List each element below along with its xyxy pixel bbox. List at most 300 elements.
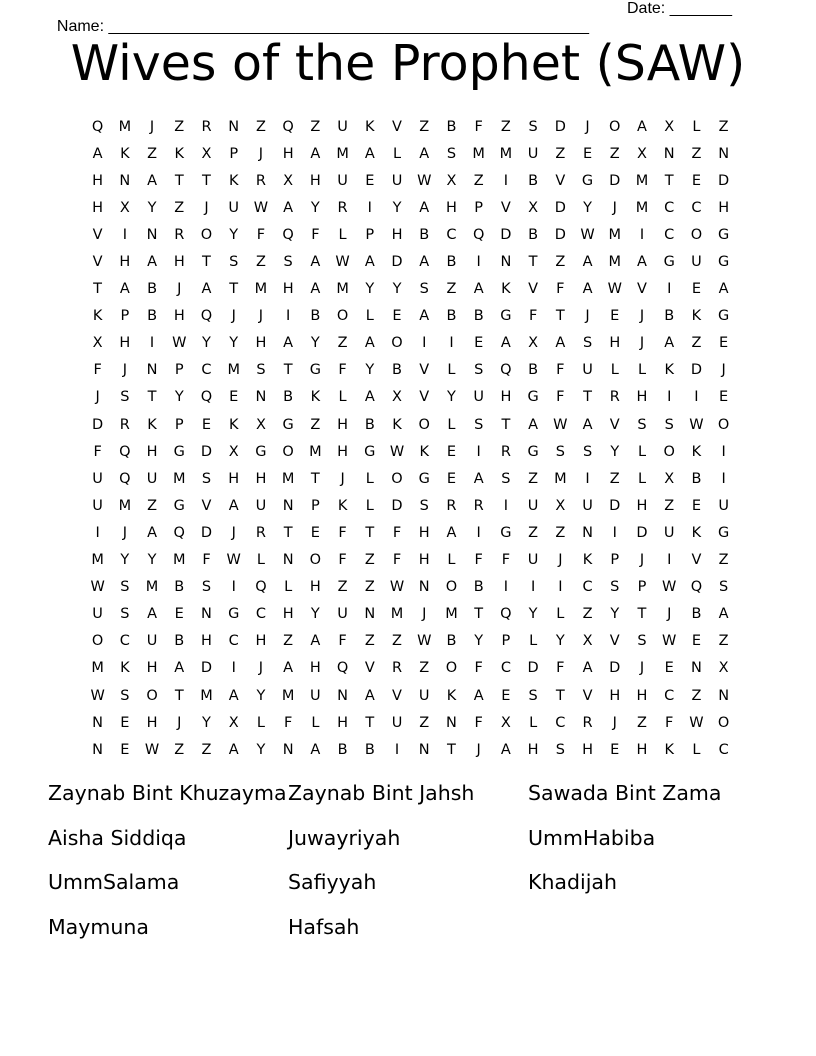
grid-letter: W — [417, 172, 432, 189]
grid-letter: M — [145, 579, 159, 596]
grid-letter: W — [90, 579, 105, 596]
grid-letter: R — [473, 497, 484, 514]
grid-letter: C — [691, 199, 702, 216]
grid-letter: B — [147, 308, 158, 325]
grid-letter: Q — [282, 118, 294, 135]
grid-letter: W — [580, 226, 595, 243]
grid-letter: M — [173, 552, 186, 569]
grid-letter: Z — [582, 606, 593, 623]
grid-letter: J — [667, 606, 672, 623]
grid-letter: Q — [500, 362, 512, 379]
grid-letter: Z — [147, 145, 158, 162]
grid-letter: Y — [310, 606, 320, 623]
grid-letter: L — [610, 362, 619, 379]
grid-letter: I — [231, 660, 236, 677]
grid-letter: Q — [282, 226, 294, 243]
grid-letter: D — [554, 226, 566, 243]
grid-letter: O — [445, 660, 458, 677]
grid-letter: Z — [255, 118, 266, 135]
grid-letter: M — [173, 470, 186, 487]
grid-letter: A — [446, 524, 457, 541]
grid-letter: L — [365, 308, 374, 325]
grid-letter: Z — [718, 552, 729, 569]
grid-letter: E — [174, 606, 184, 623]
grid-letter: Z — [691, 687, 702, 704]
grid-letter: E — [691, 633, 701, 650]
grid-letter: J — [639, 335, 645, 352]
grid-letter: D — [554, 199, 566, 216]
grid-letter: V — [201, 497, 212, 514]
grid-letter: Y — [528, 606, 538, 623]
grid-letter: U — [146, 470, 158, 487]
grid-letter: S — [120, 606, 130, 623]
grid-letter: W — [144, 741, 160, 758]
grid-letter: H — [92, 172, 104, 189]
grid-letter: Q — [690, 579, 703, 596]
grid-letter: Q — [336, 660, 349, 677]
grid-letter: R — [201, 118, 212, 135]
grid-letter: C — [664, 199, 675, 216]
grid-letter: V — [691, 552, 702, 569]
grid-letter: B — [664, 308, 675, 325]
grid-letter: F — [556, 660, 565, 677]
grid-letter: P — [610, 552, 620, 569]
grid-letter: E — [691, 281, 701, 298]
grid-letter: L — [637, 470, 647, 487]
grid-letter: A — [119, 281, 130, 298]
grid-letter: I — [149, 335, 155, 352]
grid-letter: L — [338, 226, 347, 243]
grid-letter: F — [338, 362, 347, 379]
grid-letter: F — [392, 524, 402, 541]
grid-letter: V — [92, 226, 103, 243]
grid-letter: R — [582, 714, 593, 731]
word-list-item: Hafsah — [288, 915, 360, 940]
grid-letter: L — [529, 633, 538, 650]
grid-letter: A — [664, 335, 675, 352]
grid-letter: T — [447, 741, 456, 758]
grid-letter: S — [610, 579, 620, 596]
grid-letter: M — [118, 497, 132, 514]
grid-letter: I — [667, 281, 672, 298]
grid-letter: A — [582, 254, 593, 271]
grid-letter: D — [200, 660, 213, 677]
grid-letter: U — [527, 552, 539, 569]
grid-letter: B — [473, 579, 484, 596]
grid-letter: U — [337, 606, 348, 623]
grid-letter: A — [473, 687, 484, 704]
grid-letter: I — [585, 470, 590, 487]
grid-letter: N — [146, 362, 158, 379]
grid-letter: E — [719, 335, 729, 352]
grid-letter: F — [93, 362, 102, 379]
grid-letter: A — [310, 741, 321, 758]
grid-letter: J — [122, 362, 127, 379]
grid-letter: I — [476, 443, 481, 460]
grid-letter: U — [418, 687, 430, 704]
grid-letter: Z — [555, 254, 566, 271]
grid-letter: H — [309, 660, 321, 677]
grid-letter: S — [283, 254, 293, 271]
grid-letter: K — [228, 416, 239, 433]
grid-letter: W — [253, 199, 269, 216]
grid-letter: M — [336, 281, 349, 298]
grid-letter: G — [173, 497, 185, 514]
grid-letter: H — [146, 660, 158, 677]
grid-letter: M — [635, 199, 649, 216]
grid-letter: I — [422, 335, 427, 352]
grid-letter: K — [582, 552, 593, 569]
grid-letter: Q — [472, 226, 485, 243]
grid-letter: H — [446, 199, 457, 216]
grid-letter: A — [228, 687, 239, 704]
grid-letter: I — [530, 579, 536, 596]
grid-letter: H — [146, 443, 158, 460]
grid-letter: Y — [610, 443, 620, 460]
grid-letter: A — [364, 145, 375, 162]
grid-letter: B — [528, 362, 539, 379]
grid-letter: K — [147, 416, 157, 433]
grid-letter: Q — [255, 579, 267, 596]
grid-letter: Y — [120, 552, 130, 569]
word-list-item: Maymuna — [48, 915, 149, 940]
grid-letter: Z — [337, 579, 348, 596]
grid-letter: H — [92, 199, 104, 216]
grid-letter: H — [309, 172, 321, 189]
grid-letter: Z — [419, 714, 430, 731]
grid-letter: A — [92, 145, 103, 162]
grid-letter: Y — [583, 199, 592, 216]
grid-letter: V — [92, 254, 103, 271]
grid-letter: J — [231, 308, 236, 325]
grid-letter: G — [255, 443, 267, 460]
grid-letter: A — [419, 308, 430, 325]
grid-letter: S — [229, 254, 239, 271]
grid-letter: Z — [283, 633, 294, 650]
grid-letter: Q — [500, 606, 512, 623]
grid-letter: I — [721, 470, 726, 487]
grid-letter: A — [419, 254, 430, 271]
grid-letter: K — [664, 741, 674, 758]
grid-letter: Z — [147, 497, 158, 514]
grid-letter: A — [228, 497, 239, 514]
grid-letter: F — [338, 524, 347, 541]
grid-letter: S — [555, 741, 565, 758]
grid-letter: I — [639, 226, 645, 243]
grid-letter: J — [639, 308, 645, 325]
grid-letter: U — [255, 497, 267, 514]
grid-letter: K — [664, 362, 674, 379]
page-title: Wives of the Prophet (SAW) — [70, 35, 746, 92]
grid-letter: K — [337, 497, 348, 514]
grid-letter: I — [667, 552, 672, 569]
grid-letter: V — [609, 416, 620, 433]
grid-letter: I — [394, 741, 400, 758]
grid-letter: B — [528, 172, 539, 189]
grid-letter: K — [174, 145, 185, 162]
grid-letter: G — [718, 226, 730, 243]
grid-letter: N — [718, 687, 730, 704]
grid-letter: W — [662, 579, 677, 596]
grid-letter: Y — [555, 633, 565, 650]
grid-letter: E — [582, 145, 593, 162]
grid-letter: F — [256, 226, 266, 243]
grid-letter: N — [201, 606, 212, 623]
grid-letter: H — [255, 470, 267, 487]
grid-letter: A — [174, 660, 185, 677]
grid-letter: B — [446, 118, 457, 135]
grid-letter: F — [338, 552, 347, 569]
grid-letter: N — [282, 552, 294, 569]
grid-letter: P — [174, 362, 184, 379]
grid-letter: I — [558, 579, 563, 596]
grid-letter: A — [528, 416, 539, 433]
grid-letter: F — [311, 226, 320, 243]
grid-letter: L — [311, 714, 320, 731]
grid-letter: I — [449, 335, 454, 352]
grid-letter: R — [174, 226, 185, 243]
grid-letter: E — [719, 389, 729, 406]
grid-letter: M — [281, 687, 295, 704]
grid-letter: J — [258, 145, 264, 162]
grid-letter: J — [585, 308, 590, 325]
grid-letter: L — [447, 552, 456, 569]
grid-letter: X — [201, 145, 212, 162]
grid-letter: T — [174, 687, 184, 704]
grid-letter: A — [283, 199, 294, 216]
grid-letter: F — [556, 281, 565, 298]
grid-letter: Z — [364, 552, 375, 569]
grid-letter: Z — [310, 118, 321, 135]
grid-letter: D — [718, 172, 730, 189]
grid-letter: W — [389, 579, 405, 596]
grid-letter: F — [665, 714, 674, 731]
grid-letter: H — [582, 741, 593, 758]
grid-letter: Y — [392, 281, 402, 298]
grid-letter: O — [418, 416, 430, 433]
grid-letter: J — [258, 308, 264, 325]
grid-letter: K — [310, 389, 321, 406]
grid-letter: H — [173, 308, 185, 325]
grid-letter: I — [231, 579, 236, 596]
word-list-item: Safiyyah — [288, 870, 377, 895]
grid-letter: M — [608, 226, 622, 243]
grid-letter: U — [391, 714, 403, 731]
grid-letter: Q — [173, 524, 185, 541]
grid-letter: K — [120, 145, 130, 162]
grid-letter: I — [95, 524, 100, 541]
grid-letter: A — [147, 606, 157, 623]
grid-letter: C — [555, 714, 566, 731]
grid-letter: L — [365, 470, 374, 487]
grid-letter: I — [286, 308, 291, 325]
grid-letter: M — [254, 281, 268, 298]
grid-letter: X — [500, 714, 511, 731]
grid-letter: S — [446, 145, 457, 162]
grid-letter: Z — [664, 497, 675, 514]
grid-letter: M — [200, 687, 213, 704]
grid-letter: H — [173, 254, 185, 271]
grid-letter: X — [664, 118, 675, 135]
grid-letter: Y — [202, 714, 211, 731]
grid-letter: H — [391, 226, 403, 243]
grid-letter: O — [91, 633, 104, 650]
grid-letter: J — [177, 281, 182, 298]
grid-letter: T — [474, 606, 484, 623]
grid-letter: Z — [528, 524, 539, 541]
grid-letter: X — [446, 172, 457, 189]
grid-letter: L — [637, 362, 647, 379]
grid-letter: R — [255, 172, 266, 189]
grid-letter: J — [204, 199, 209, 216]
grid-letter: U — [473, 389, 484, 406]
grid-letter: E — [664, 660, 674, 677]
grid-letter: O — [445, 579, 458, 596]
grid-letter: Z — [718, 118, 729, 135]
grid-letter: H — [636, 687, 648, 704]
letter-grid — [84, 113, 737, 763]
grid-letter: Z — [174, 199, 185, 216]
grid-letter: U — [228, 199, 240, 216]
grid-letter: T — [202, 254, 211, 271]
grid-letter: Z — [392, 633, 402, 650]
grid-letter: L — [256, 552, 265, 569]
grid-letter: Y — [474, 633, 484, 650]
grid-letter: A — [228, 741, 239, 758]
grid-letter: A — [473, 281, 484, 298]
grid-letter: A — [147, 254, 157, 271]
grid-letter: V — [364, 660, 375, 677]
grid-letter: A — [310, 254, 321, 271]
grid-letter: J — [639, 552, 645, 569]
grid-letter: D — [92, 416, 104, 433]
grid-letter: R — [337, 199, 348, 216]
grid-letter: T — [664, 172, 674, 189]
grid-letter: D — [391, 254, 403, 271]
grid-letter: E — [229, 389, 239, 406]
grid-letter: V — [637, 281, 647, 298]
grid-letter: R — [391, 660, 403, 677]
grid-letter: X — [718, 660, 729, 677]
grid-letter: Z — [364, 579, 375, 596]
grid-letter: M — [390, 606, 404, 623]
grid-letter: M — [554, 470, 567, 487]
word-list-item: Aisha Siddiqa — [48, 825, 187, 850]
grid-letter: N — [690, 660, 702, 677]
grid-letter: R — [255, 524, 266, 541]
grid-letter: N — [337, 687, 348, 704]
grid-letter: P — [310, 497, 320, 514]
grid-letter: C — [718, 741, 729, 758]
grid-letter: T — [365, 524, 375, 541]
grid-letter: T — [555, 687, 565, 704]
grid-letter: F — [501, 552, 511, 569]
grid-letter: T — [202, 172, 211, 189]
grid-letter: J — [231, 524, 236, 541]
grid-letter: A — [283, 335, 294, 352]
grid-letter: X — [664, 470, 675, 487]
grid-letter: O — [663, 443, 675, 460]
grid-letter: L — [692, 741, 701, 758]
grid-letter: H — [609, 335, 621, 352]
grid-letter: F — [338, 633, 347, 650]
grid-letter: B — [147, 281, 158, 298]
grid-letter: L — [529, 714, 538, 731]
grid-letter: N — [663, 145, 675, 162]
grid-letter: V — [555, 172, 566, 189]
grid-letter: S — [256, 362, 266, 379]
grid-letter: B — [446, 254, 457, 271]
grid-letter: B — [691, 606, 702, 623]
grid-letter: O — [336, 308, 349, 325]
grid-letter: W — [389, 443, 405, 460]
grid-letter: B — [174, 633, 185, 650]
grid-letter: H — [337, 714, 349, 731]
grid-letter: A — [555, 335, 566, 352]
grid-letter: A — [283, 660, 294, 677]
grid-letter: I — [476, 524, 481, 541]
grid-letter: K — [92, 308, 103, 325]
grid-letter: J — [122, 524, 127, 541]
grid-letter: V — [528, 281, 539, 298]
grid-letter: F — [556, 362, 565, 379]
grid-letter: M — [608, 254, 622, 271]
grid-letter: K — [365, 118, 375, 135]
grid-letter: O — [717, 416, 730, 433]
grid-letter: A — [500, 335, 511, 352]
grid-letter: H — [418, 524, 430, 541]
grid-letter: A — [147, 524, 157, 541]
grid-letter: N — [718, 145, 730, 162]
grid-letter: T — [283, 524, 293, 541]
grid-letter: S — [664, 416, 674, 433]
grid-letter: J — [340, 470, 345, 487]
grid-letter: U — [691, 254, 702, 271]
grid-letter: D — [636, 524, 648, 541]
grid-letter: T — [528, 254, 538, 271]
grid-letter: F — [283, 714, 293, 731]
grid-letter: E — [446, 470, 457, 487]
grid-letter: H — [309, 579, 321, 596]
grid-letter: M — [472, 145, 485, 162]
grid-letter: B — [691, 470, 702, 487]
grid-letter: L — [692, 118, 701, 135]
grid-letter: O — [282, 443, 294, 460]
grid-letter: G — [173, 443, 185, 460]
grid-letter: S — [582, 443, 593, 460]
grid-letter: N — [446, 714, 457, 731]
grid-letter: Z — [473, 172, 484, 189]
grid-letter: J — [558, 552, 563, 569]
grid-letter: A — [718, 281, 729, 298]
grid-letter: H — [337, 443, 349, 460]
grid-letter: H — [119, 335, 131, 352]
grid-letter: A — [582, 660, 593, 677]
grid-letter: A — [147, 172, 157, 189]
grid-letter: E — [446, 443, 457, 460]
grid-letter: M — [281, 470, 295, 487]
grid-letter: R — [446, 497, 457, 514]
grid-letter: D — [554, 118, 566, 135]
grid-letter: U — [92, 497, 103, 514]
grid-letter: S — [528, 687, 538, 704]
grid-letter: M — [635, 172, 649, 189]
grid-letter: N — [119, 172, 131, 189]
grid-letter: S — [201, 470, 212, 487]
grid-letter: R — [119, 416, 130, 433]
grid-letter: S — [637, 416, 647, 433]
grid-letter: A — [582, 416, 593, 433]
